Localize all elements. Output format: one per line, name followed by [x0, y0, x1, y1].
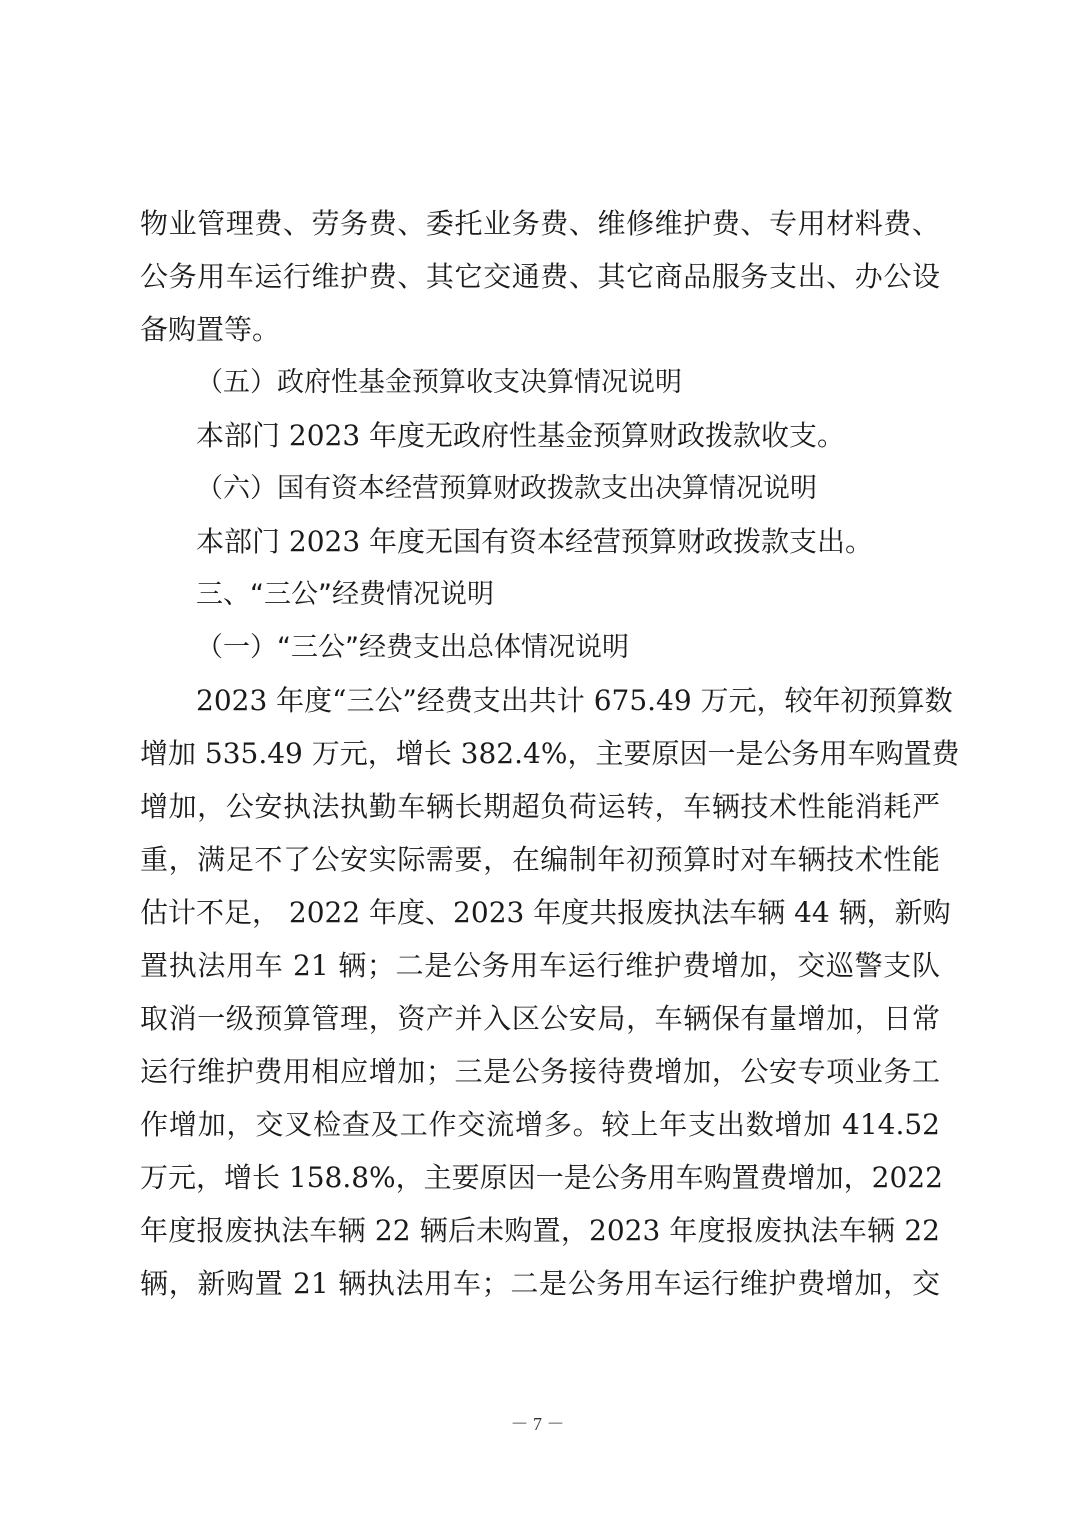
body-text-line: 估计不足， 2022 年度、2023 年度共报废执法车辆 44 辆，新购: [140, 896, 951, 929]
section-heading: （六）国有资本经营预算财政拨款支出决算情况说明: [196, 473, 817, 504]
body-text-line: 公务用车运行维护费、其它交通费、其它商品服务支出、办公设: [140, 260, 940, 293]
body-text-line: 增加 535.49 万元，增长 382.4%，主要原因一是公务用车购置费: [140, 737, 960, 770]
page-number: － 7 －: [510, 1414, 565, 1434]
body-text-line: 作增加，交叉检查及工作交流增多。较上年支出数增加 414.52: [140, 1108, 940, 1141]
body-text-line: 置执法用车 21 辆；二是公务用车运行维护费增加，交巡警支队: [140, 949, 940, 982]
section-heading: （五）政府性基金预算收支决算情况说明: [196, 367, 682, 398]
body-text-line: 物业管理费、劳务费、委托业务费、维修维护费、专用材料费、: [140, 207, 940, 240]
body-text-line: 增加，公安执法执勤车辆长期超负荷运转，车辆技术性能消耗严: [140, 790, 940, 823]
body-text-line: 重，满足不了公安实际需要，在编制年初预算时对车辆技术性能: [140, 843, 940, 876]
body-text-line: 万元，增长 158.8%，主要原因一是公务用车购置费增加，2022: [140, 1161, 943, 1194]
body-text-line: 年度报废执法车辆 22 辆后未购置，2023 年度报废执法车辆 22: [140, 1214, 940, 1247]
section-heading: 三、“三公”经费情况说明: [196, 579, 494, 610]
body-text-line: 运行维护费用相应增加；三是公务接待费增加，公安专项业务工: [140, 1055, 940, 1088]
body-text-line: 辆，新购置 21 辆执法用车；二是公务用车运行维护费增加，交: [140, 1267, 940, 1300]
body-text-line: 取消一级预算管理，资产并入区公安局，车辆保有量增加，日常: [140, 1002, 940, 1035]
section-heading: （一）“三公”经费支出总体情况说明: [196, 632, 629, 663]
body-text-line: 备购置等。: [140, 313, 281, 346]
body-text-line: 本部门 2023 年度无政府性基金预算财政拨款收支。: [196, 419, 846, 452]
body-text-line: 本部门 2023 年度无国有资本经营预算财政拨款支出。: [196, 525, 874, 558]
body-text-line: 2023 年度“三公”经费支出共计 675.49 万元，较年初预算数: [196, 684, 953, 717]
